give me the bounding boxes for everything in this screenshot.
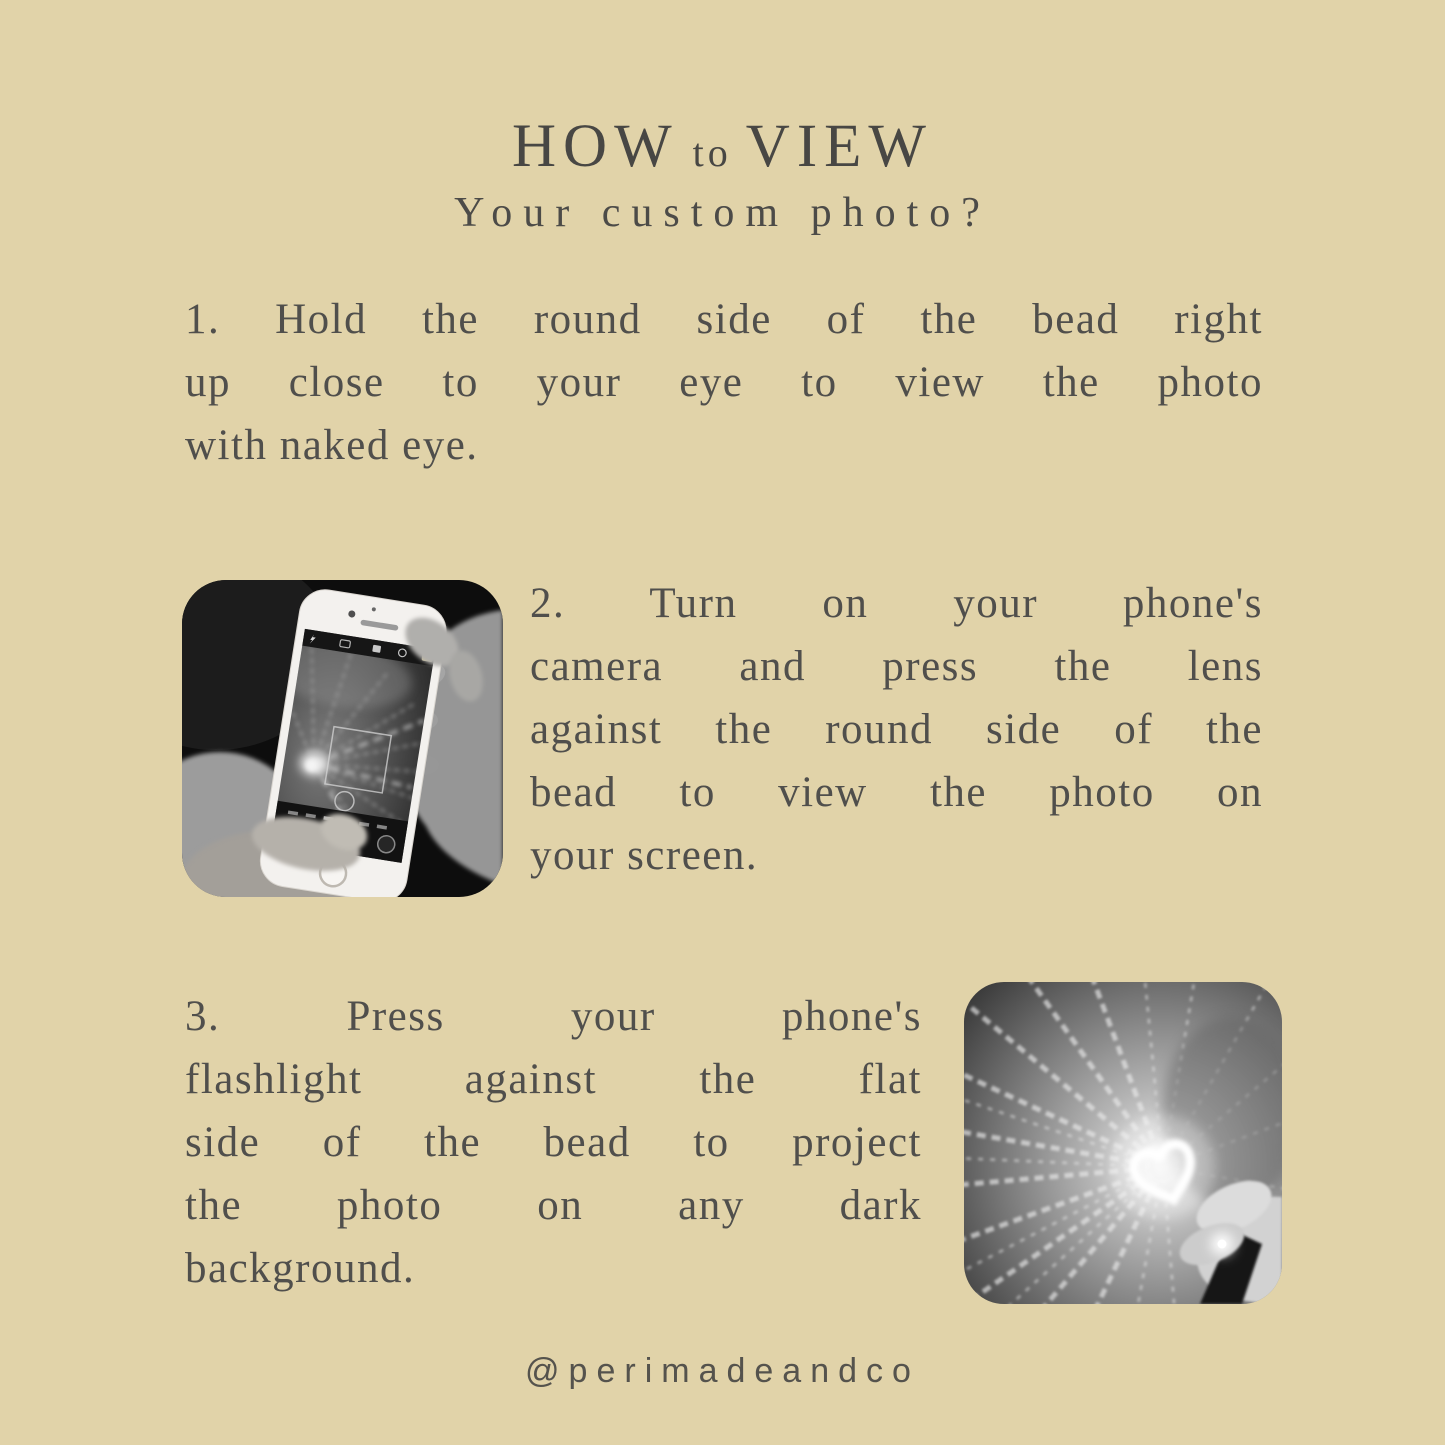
step-2-line: 2. Turn on your phone's: [530, 580, 1263, 627]
step-1-line: up close to your eye to view the photo: [185, 359, 1263, 406]
step-2-phone-camera-photo: [182, 580, 503, 897]
page-subtitle: Your custom photo?: [454, 190, 991, 236]
step-1-line: 1. Hold the round side of the bead right: [185, 296, 1263, 343]
heart-projection-illustration: [964, 982, 1282, 1304]
title-word-to: to: [692, 130, 732, 175]
title-word-how: HOW: [511, 113, 679, 180]
step-2-line: your screen.: [530, 832, 759, 879]
step-1-line: with naked eye.: [185, 422, 479, 469]
step-1-paragraph: [185, 288, 1263, 477]
step-2-line: camera and press the lens: [530, 643, 1263, 690]
step-2-paragraph: [530, 572, 1263, 887]
social-handle: @perimadeandco: [525, 1352, 920, 1390]
step-3-projection-photo: [964, 982, 1282, 1304]
heart-projection-center: [1111, 1115, 1215, 1219]
step-2-line: bead to view the photo on: [530, 769, 1263, 816]
step-3-line: the photo on any dark: [185, 1182, 922, 1229]
step-3-paragraph: [185, 985, 922, 1300]
step-2-line: against the round side of the: [530, 706, 1263, 753]
step-3-line: flashlight against the flat: [185, 1056, 922, 1103]
step-3-line: 3. Press your phone's: [185, 993, 922, 1040]
step-3-line: side of the bead to project: [185, 1119, 922, 1166]
title-word-view: VIEW: [745, 113, 933, 180]
page-title: [0, 112, 1445, 182]
step-3-line: background.: [185, 1245, 416, 1292]
phone-camera-illustration: [182, 580, 503, 897]
